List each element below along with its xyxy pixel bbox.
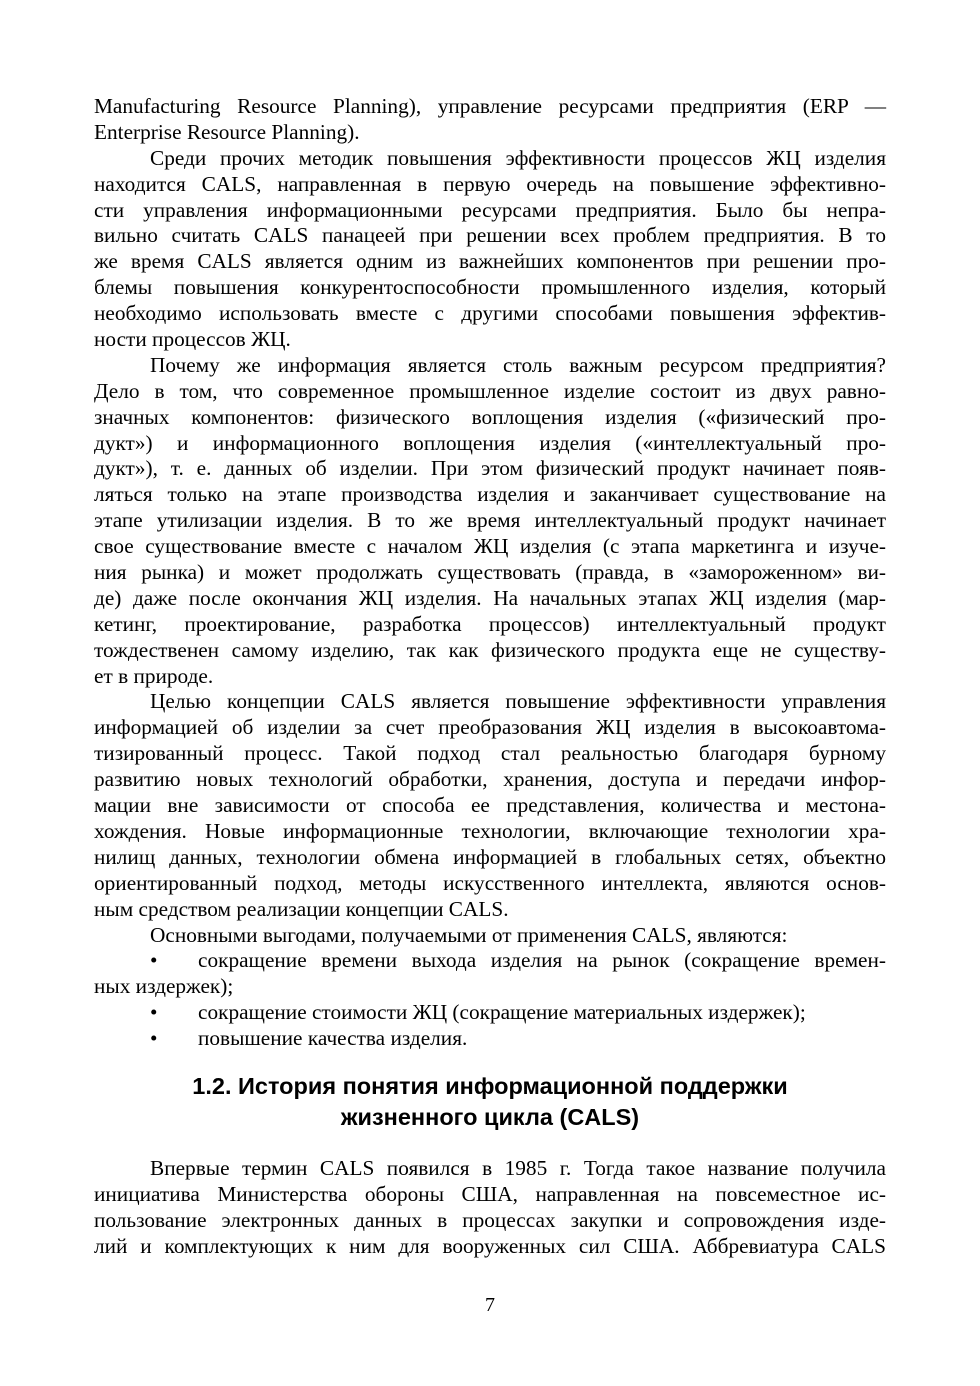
text-line: Целью концепции CALS является повышение эффективности управления bbox=[150, 689, 886, 714]
text-line: информацией об изделии за счет преобразования ЖЦ изделия в высокоавтома- bbox=[94, 715, 886, 740]
paragraph-information-resource bbox=[94, 353, 886, 690]
bullet-icon: • bbox=[150, 948, 158, 973]
text-line: блемы повышения конкурентоспособности промышленного изделия, который bbox=[94, 275, 886, 300]
intro-paragraph-tail bbox=[94, 94, 886, 146]
text-line: Среди прочих методик повышения эффективности процессов ЖЦ изделия bbox=[150, 145, 886, 170]
paragraph-cals-history bbox=[94, 1156, 886, 1260]
text-line: значных компонентов: физического воплощения изделия («физический про- bbox=[94, 404, 886, 429]
section-heading-line: жизненного цикла (CALS) bbox=[340, 1103, 640, 1130]
text-line: развитию новых технологий обработки, хранения, доступа и передачи инфор- bbox=[94, 767, 886, 792]
benefits-intro: Основными выгодами, получаемыми от применения CALS, являются: bbox=[150, 922, 788, 947]
text-line: ния рынка) и может продолжать существовать (правда, в «замороженном» ви- bbox=[94, 560, 886, 585]
text-line: инициатива Министерства обороны США, направленная на повсеместное ис- bbox=[94, 1181, 886, 1206]
text-line: сти управления информационными ресурсами предприятия. Было бы непра- bbox=[94, 197, 886, 222]
text-line: вильно считать CALS панацеей при решении всех проблем предприятия. В то bbox=[94, 223, 886, 248]
text-line: этапе утилизации изделия. В то же время интеллектуальный продукт начинает bbox=[94, 508, 886, 533]
text-line: же время CALS является одним из важнейших компонентов при решении про- bbox=[94, 249, 886, 274]
text-line: Почему же информация является столь важным ресурсом предприятия? bbox=[150, 352, 886, 377]
text-line: де) даже после окончания ЖЦ изделия. На начальных этапах ЖЦ изделия (мар- bbox=[94, 585, 886, 610]
section-heading-line: 1.2. История понятия информационной поддержки bbox=[192, 1072, 788, 1099]
text-line: тождественен самому изделию, так как физического продукта еще не существу- bbox=[94, 637, 886, 662]
list-item-text: сокращение времени выхода изделия на рынок (сокращение времен- bbox=[198, 948, 886, 973]
bullet-icon: • bbox=[150, 1000, 158, 1025]
text-line: необходимо использовать вместе с другими способами повышения эффектив- bbox=[94, 301, 886, 326]
list-item-continuation: ных издержек); bbox=[94, 974, 234, 999]
text-line: дукт») и информационного воплощения изделия («интеллектуальный про- bbox=[94, 430, 886, 455]
text-line: хождения. Новые информационные технологии, включающие технологии хра- bbox=[94, 818, 886, 843]
paragraph-cals-goal bbox=[94, 689, 886, 922]
text-line: ным средством реализации концепции CALS. bbox=[94, 896, 509, 921]
text-line: нилищ данных, технологии обмена информацией в глобальных сетях, объектно bbox=[94, 844, 886, 869]
text-line: лий и комплектующих к ним для вооруженных сил США. Аббревиатура CALS bbox=[94, 1233, 886, 1258]
paragraph-cals-methods bbox=[94, 146, 886, 353]
text-line: Enterprise Resource Planning). bbox=[94, 119, 360, 144]
text-line: дукт»), т. е. данных об изделии. При этом физический продукт начинает появ- bbox=[94, 456, 886, 481]
list-item-text: сокращение стоимости ЖЦ (сокращение материальных издержек); bbox=[198, 1000, 806, 1025]
text-line: Впервые термин CALS появился в 1985 г. Тогда такое название получила bbox=[150, 1155, 886, 1180]
text-line: свое существование вместе с началом ЖЦ изделия (с этапа маркетинга и изуче- bbox=[94, 534, 886, 559]
text-line: ляться только на этапе производства изделия и заканчивает существование на bbox=[94, 482, 886, 507]
text-line: ориентированный подход, методы искусственного интеллекта, являются основ- bbox=[94, 870, 886, 895]
text-line: ет в природе. bbox=[94, 663, 214, 688]
list-item bbox=[94, 948, 886, 974]
list-item-text: повышение качества изделия. bbox=[198, 1026, 468, 1051]
text-line: Дело в том, что современное промышленное изделие состоит из двух равно- bbox=[94, 378, 886, 403]
text-line: пользование электронных данных в процессах закупки и сопровождения изде- bbox=[94, 1207, 886, 1232]
page-body bbox=[94, 94, 886, 1260]
list-item bbox=[94, 1026, 886, 1052]
text-line: ности процессов ЖЦ. bbox=[94, 327, 291, 352]
text-line: Manufacturing Resource Planning), управление ресурсами предприятия (ERP — bbox=[94, 94, 886, 118]
section-heading bbox=[94, 1071, 886, 1133]
benefits-list bbox=[94, 948, 886, 1052]
bullet-icon: • bbox=[150, 1026, 158, 1051]
page-number: 7 bbox=[485, 1294, 495, 1316]
text-line: тизированный процесс. Такой подход стал реальностью благодаря бурному bbox=[94, 741, 886, 766]
text-line: находится CALS, направленная в первую очередь на повышение эффективно- bbox=[94, 171, 886, 196]
list-item bbox=[94, 1000, 886, 1026]
text-line: мации вне зависимости от способа ее представления, количества и местона- bbox=[94, 793, 886, 818]
text-line: кетинг, проектирование, разработка процессов) интеллектуальный продукт bbox=[94, 611, 886, 636]
